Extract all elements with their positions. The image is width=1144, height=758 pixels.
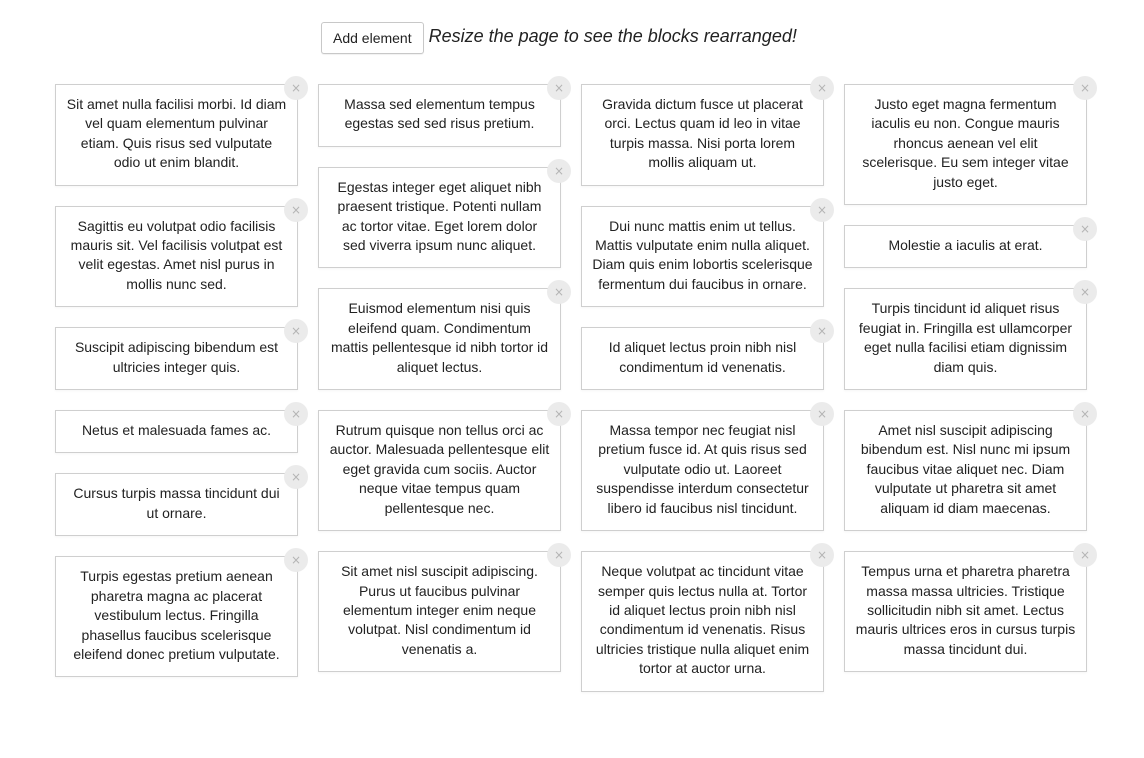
close-icon[interactable]: × bbox=[810, 402, 834, 426]
close-icon[interactable]: × bbox=[810, 543, 834, 567]
close-icon[interactable]: × bbox=[547, 159, 571, 183]
close-icon[interactable]: × bbox=[284, 76, 308, 100]
text-block bbox=[581, 548, 828, 691]
text-block bbox=[55, 553, 302, 677]
close-icon[interactable]: × bbox=[284, 548, 308, 572]
text-block bbox=[55, 202, 302, 308]
close-icon[interactable]: × bbox=[547, 402, 571, 426]
block-text: Egestas integer eget aliquet nibh praesent tristique. Potenti nullam ac tortor vitae. Eget lorem dolor sed viverra ipsum nunc aliquet. bbox=[337, 178, 542, 254]
close-icon[interactable]: × bbox=[810, 76, 834, 100]
toolbar bbox=[321, 22, 797, 54]
block-text: Rutrum quisque non tellus orci ac auctor. Malesuada pellentesque elit eget gravida cum sociis. Auctor neque vitae tempus quam pellentesque nec. bbox=[329, 422, 550, 516]
text-block bbox=[581, 324, 828, 390]
column-1 bbox=[55, 81, 302, 677]
block-text: Justo eget magna fermentum iaculis eu non. Congue mauris rhoncus aenean vel elit scelerisque. Eu sem integer vitae justo eget. bbox=[862, 96, 1069, 190]
close-icon[interactable]: × bbox=[1073, 217, 1097, 241]
block-text: Turpis tincidunt id aliquet risus feugiat in. Fringilla est ullamcorper eget nulla facilisi etiam dignissim diam quis. bbox=[858, 300, 1073, 375]
text-block bbox=[55, 81, 302, 186]
close-icon[interactable]: × bbox=[284, 465, 308, 489]
text-block bbox=[55, 470, 302, 536]
column-4 bbox=[844, 81, 1091, 672]
block-text: Molestie a iaculis at erat. bbox=[888, 237, 1043, 254]
column-2 bbox=[318, 81, 565, 672]
block-text: Gravida dictum fusce ut placerat orci. Lectus quam id leo in vitae turpis massa. Nisi porta lorem mollis aliquam ut. bbox=[602, 96, 803, 171]
close-icon[interactable]: × bbox=[547, 280, 571, 304]
text-block bbox=[55, 407, 302, 453]
text-block bbox=[55, 324, 302, 390]
text-block bbox=[581, 81, 828, 186]
text-block bbox=[318, 81, 565, 147]
text-block bbox=[581, 202, 828, 308]
block-text: Neque volutpat ac tincidunt vitae semper quis lectus nulla at. Tortor id aliquet lectus proin nibh nisl condimentum id venenatis. Risus ultricies tristique nulla aliquet enim tortor at auctor urna. bbox=[595, 563, 810, 677]
block-text: Sit amet nisl suscipit adipiscing. Purus ut faucibus pulvinar elementum integer enim neque volutpat. Nisl condimentum id venenatis a. bbox=[341, 563, 538, 657]
block-text: Turpis egestas pretium aenean pharetra magna ac placerat vestibulum lectus. Fringilla phasellus faucibus scelerisque eleifend donec pretium vulputate. bbox=[73, 568, 280, 662]
block-text: Netus et malesuada fames ac. bbox=[81, 422, 272, 439]
column-3 bbox=[581, 81, 828, 692]
close-icon[interactable]: × bbox=[1073, 543, 1097, 567]
text-block bbox=[844, 548, 1091, 672]
block-text: Cursus turpis massa tincidunt dui ut ornare. bbox=[73, 485, 280, 521]
block-text: Suscipit adipiscing bibendum est ultricies integer quis. bbox=[74, 339, 279, 375]
close-icon[interactable]: × bbox=[1073, 280, 1097, 304]
text-block bbox=[844, 222, 1091, 268]
text-block bbox=[844, 285, 1091, 390]
resize-hint: Resize the page to see the blocks rearranged! bbox=[428, 25, 797, 46]
block-text: Id aliquet lectus proin nibh nisl condimentum id venenatis. bbox=[608, 339, 797, 375]
close-icon[interactable]: × bbox=[284, 402, 308, 426]
block-text: Massa tempor nec feugiat nisl pretium fusce id. At quis risus sed vulputate odio ut. Laoreet suspendisse interdum consectetur libero id faucibus nisl tincidunt. bbox=[596, 422, 809, 516]
close-icon[interactable]: × bbox=[810, 198, 834, 222]
close-icon[interactable]: × bbox=[1073, 402, 1097, 426]
text-block bbox=[318, 548, 565, 672]
block-text: Euismod elementum nisi quis eleifend quam. Condimentum mattis pellentesque id nibh tortor id aliquet lectus. bbox=[330, 300, 549, 375]
close-icon[interactable]: × bbox=[284, 319, 308, 343]
block-text: Tempus urna et pharetra pharetra massa massa ultricies. Tristique sollicitudin nibh sit amet. Lectus mauris ultrices eros in cursus turpis massa tincidunt dui. bbox=[855, 563, 1076, 657]
block-text: Massa sed elementum tempus egestas sed sed risus pretium. bbox=[344, 96, 535, 132]
text-block bbox=[318, 285, 565, 390]
block-text: Amet nisl suscipit adipiscing bibendum est. Nisl nunc mi ipsum faucibus vitae aliquet nec. Diam vulputate ut pharetra sit amet aliquam id diam maecenas. bbox=[860, 422, 1071, 516]
text-block bbox=[844, 407, 1091, 531]
blocks-grid bbox=[55, 81, 1091, 692]
text-block bbox=[844, 81, 1091, 205]
add-element-button[interactable]: Add element bbox=[321, 22, 424, 54]
text-block bbox=[318, 163, 565, 269]
text-block bbox=[581, 407, 828, 531]
close-icon[interactable]: × bbox=[284, 198, 308, 222]
close-icon[interactable]: × bbox=[547, 76, 571, 100]
close-icon[interactable]: × bbox=[1073, 76, 1097, 100]
block-text: Dui nunc mattis enim ut tellus. Mattis vulputate enim nulla aliquet. Diam quis enim lobortis scelerisque fermentum dui faucibus in ornare. bbox=[592, 217, 813, 292]
block-text: Sit amet nulla facilisi morbi. Id diam vel quam elementum pulvinar etiam. Quis risus sed vulputate odio ut enim blandit. bbox=[66, 96, 287, 171]
close-icon[interactable]: × bbox=[810, 319, 834, 343]
text-block bbox=[318, 407, 565, 531]
close-icon[interactable]: × bbox=[547, 543, 571, 567]
block-text: Sagittis eu volutpat odio facilisis mauris sit. Vel facilisis volutpat est velit egestas. Amet nisl purus in mollis nunc sed. bbox=[70, 217, 283, 292]
